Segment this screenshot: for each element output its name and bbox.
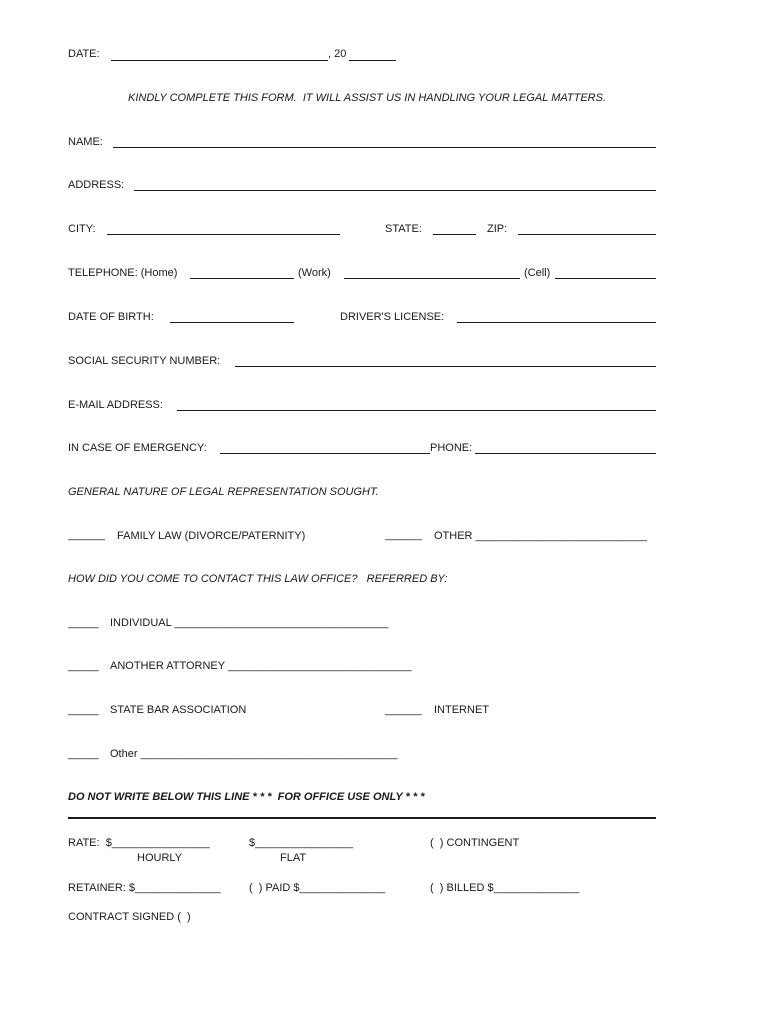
hourly-label: HOURLY [137,852,183,864]
office-use-divider [68,817,656,819]
attorney-checkbox[interactable]: _____ [68,660,99,672]
state-line[interactable] [433,234,476,235]
referral-heading: HOW DID YOU COME TO CONTACT THIS LAW OFFICE? REFERRED BY: [68,573,448,585]
email-label: E-MAIL ADDRESS: [68,399,163,411]
other-referral-checkbox[interactable]: _____ [68,748,99,760]
email-line[interactable] [177,410,656,411]
family-law-label: FAMILY LAW (DIVORCE/PATERNITY) [117,530,306,542]
year-prefix: , 20 [328,48,347,60]
contract-signed-checkbox[interactable]: CONTRACT SIGNED ( ) [68,911,191,923]
date-line[interactable] [111,60,328,61]
retainer-field[interactable]: RETAINER: $______________ [68,882,221,894]
license-label: DRIVER'S LICENSE: [340,311,445,323]
internet-label: INTERNET [434,704,489,716]
family-law-checkbox[interactable]: ______ [68,529,105,541]
emergency-line[interactable] [220,453,430,454]
rate-hourly-field[interactable]: RATE: $________________ [68,837,210,849]
other-representation-checkbox[interactable]: ______ [385,529,422,541]
address-label: ADDRESS: [68,179,125,191]
phone-label: PHONE: [430,442,473,454]
emergency-label: IN CASE OF EMERGENCY: [68,442,207,454]
state-bar-label: STATE BAR ASSOCIATION [110,704,247,716]
other-representation-field[interactable]: OTHER ____________________________ [434,530,647,542]
telephone-cell-line[interactable] [555,278,656,279]
paid-field[interactable]: ( ) PAID $______________ [249,882,386,894]
form-instruction: KINDLY COMPLETE THIS FORM. IT WILL ASSIST US IN HANDLING YOUR LEGAL MATTERS. [128,92,606,104]
office-use-notice: DO NOT WRITE BELOW THIS LINE * * * FOR OFFICE USE ONLY * * * [68,791,425,803]
city-line[interactable] [107,234,340,235]
representation-heading: GENERAL NATURE OF LEGAL REPRESENTATION SOUGHT. [68,486,379,498]
dob-line[interactable] [170,322,294,323]
other-referral-field[interactable]: Other __________________________________________ [110,748,398,760]
rate-flat-field[interactable]: $________________ [249,837,354,849]
date-label: DATE: [68,48,100,60]
ssn-label: SOCIAL SECURITY NUMBER: [68,355,221,367]
dob-label: DATE OF BIRTH: [68,311,154,323]
telephone-work-label: (Work) [298,267,331,279]
address-line[interactable] [134,190,656,191]
state-bar-checkbox[interactable]: _____ [68,704,99,716]
zip-line[interactable] [518,234,656,235]
ssn-line[interactable] [235,366,656,367]
flat-label: FLAT [280,852,307,864]
telephone-work-line[interactable] [344,278,520,279]
telephone-home-label: TELEPHONE: (Home) [68,267,178,279]
contingent-checkbox[interactable]: ( ) CONTINGENT [430,837,520,849]
city-label: CITY: [68,223,96,235]
internet-checkbox[interactable]: ______ [385,704,422,716]
name-label: NAME: [68,136,103,148]
phone-line[interactable] [475,453,656,454]
license-line[interactable] [457,322,656,323]
zip-label: ZIP: [487,223,508,235]
state-label: STATE: [385,223,422,235]
individual-checkbox[interactable]: _____ [68,617,99,629]
billed-field[interactable]: ( ) BILLED $______________ [430,882,580,894]
name-line[interactable] [113,147,656,148]
year-line[interactable] [349,60,396,61]
telephone-cell-label: (Cell) [524,267,551,279]
telephone-home-line[interactable] [190,278,294,279]
attorney-field[interactable]: ANOTHER ATTORNEY ______________________________ [110,660,412,672]
individual-field[interactable]: INDIVIDUAL ___________________________________ [110,617,389,629]
